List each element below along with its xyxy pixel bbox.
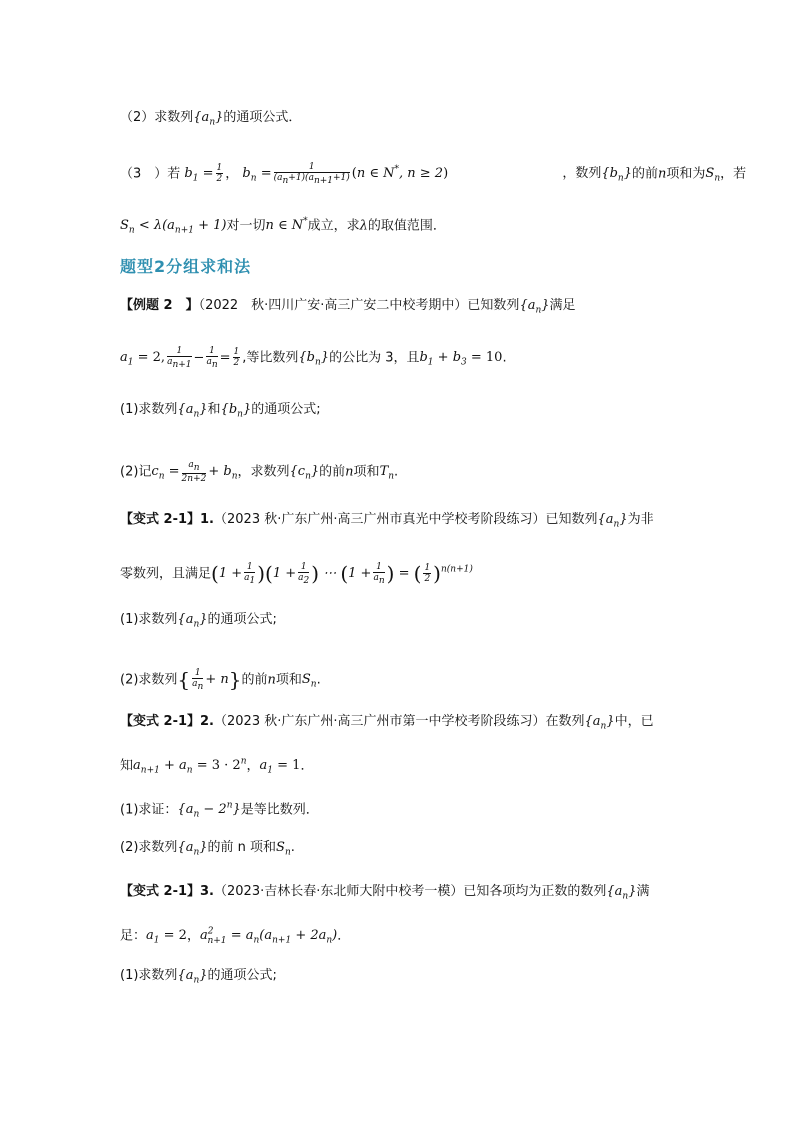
math-n: n — [345, 464, 354, 480]
math-nset: n ∈ N* — [265, 217, 308, 234]
variant3-line2: 足：$a_1 = 2$，$a^2_{n+1} = a_n(a_{n+1} + 2a_n)$． — [120, 927, 351, 946]
math-sn: $S_n$ — [276, 840, 291, 858]
frac-1-an: $\frac{1}{a_n}$ — [206, 346, 218, 370]
math-product: (1 + $\frac{1}{a_1}$ )(1 + $\frac{1}{a_2}$ ) ⋯ (1 + $\frac{1}{a_n}$ ) = ( $\frac{1}{2}$ )$^{n(n+1)}$ — [211, 561, 473, 586]
frac-bn: $\frac{1}{(a_n+1)(a_{n+1}+1)}$ — [273, 161, 350, 186]
math-seq-b: $\{b_n\}$ — [601, 166, 632, 184]
math-seq-1an-n: { $\frac{1}{a_n}$ + n} — [177, 667, 242, 692]
variant1-line2: 零数列，且满足(1 + $\frac{1}{a_1}$ )(1 + $\frac{1}{a_2}$ ) ⋯ (1 + $\frac{1}{a_n}$ ) = ( $\frac{1}{2}$ )$^{n(n+1)}$ — [120, 561, 473, 586]
variant3-header: 【变式 2-1】3.（2023·吉林长春·东北师大附中校考一模）已知各项均为正数的数列$\{a_n\}$满 — [120, 884, 650, 902]
math-cn: $c_n$ = — [151, 464, 180, 482]
math-recur3: $a^2_{n+1} = a_n(a_{n+1} + 2a_n)$ — [199, 927, 338, 946]
frac-an-2n2: $\frac{a_n}{2n+2}$ — [181, 460, 207, 484]
problem-part-2: （2）求数列$\{a_n\}$的通项公式． — [120, 110, 302, 128]
math-recur: $a_{n+1} + a_n = 3 \cdot 2^n$ — [133, 757, 247, 776]
example2-header: 【例题 2 】（2022 秋·四川广安·高三广安二中校考期中）已知数列$\{a_n\}$满足 — [120, 298, 576, 316]
section-title: 题型2分组求和法 — [120, 257, 252, 276]
math-seq-a: $\{a_n\}$ — [584, 714, 615, 732]
example2-q2: (2)记$c_n$ = $\frac{a_n}{2n+2}$ + $b_n$，求数列$\{c_n\}$的前n项和$T_n$. — [120, 460, 399, 484]
math-seq-a: $\{a_n\}$ — [193, 110, 224, 128]
frac-1-an1: $\frac{1}{a_{n+1}}$ — [167, 346, 192, 370]
variant2-q1: (1)求证：$\{a_n - 2^n\}$是等比数列． — [120, 801, 319, 820]
variant3-q1: (1)求数列$\{a_n\}$的通项公式; — [120, 968, 277, 986]
math-n: n — [658, 166, 667, 182]
variant1-header: 【变式 2-1】1.（2023 秋·广东广州·高三广州市真光中学校考阶段练习）已知数列$\{a_n\}$为非 — [120, 512, 654, 530]
math-seq-b: $\{b_n\}$ — [220, 402, 252, 420]
variant1-q2: (2)求数列{ $\frac{1}{a_n}$ + n}的前n项和$S_n$. — [120, 667, 321, 692]
math-sn: $S_n$ — [301, 672, 317, 690]
example2-line2: $a_1 = 2$, $\frac{1}{a_{n+1}}$ − $\frac{1}{a_n}$ = $\frac{1}{2}$ ,等比数列$\{b_n\}$的公比为 3，且$b_1 + b_3 = 10$. — [120, 346, 507, 370]
variant1-q1: (1)求数列$\{a_n\}$的通项公式; — [120, 612, 277, 630]
math-seq-a: $\{a_n\}$ — [606, 884, 637, 902]
math-cond: (n ∈ N*, n ≥ 2) — [351, 165, 449, 182]
variant2-q2: (2)求数列$\{a_n\}$的前 n 项和$S_n$. — [120, 840, 295, 858]
math-b1b3: $b_1 + b_3 = 10$ — [419, 350, 503, 368]
math-a1-eq2: $a_1 = 2$ — [146, 928, 187, 946]
math-seq-a: $\{a_n\}$ — [177, 402, 208, 420]
math-lambda: λ — [359, 218, 368, 234]
problem-part-3-cont: $S_n < \lambda(a_{n+1} + 1)$对一切n ∈ N*成立，求λ的取值范围． — [120, 217, 446, 236]
math-seq-a: $\{a_n\}$ — [177, 968, 208, 986]
math-seq-a: $\{a_n\}$ — [519, 298, 550, 316]
variant2-line2: 知$a_{n+1} + a_n = 3 \cdot 2^n$，$a_1 = 1$． — [120, 757, 314, 776]
math-seq-an-2n: $\{a_n - 2^n\}$ — [177, 801, 241, 820]
math-seq-b: $\{b_n\}$ — [298, 350, 330, 368]
math-tn: $T_n$ — [379, 464, 395, 482]
math-plus-bn: + $b_n$ — [208, 464, 238, 482]
math-bn: $b_n$ = — [242, 166, 272, 184]
math-a1-eq1: $a_1 = 1$ — [259, 758, 301, 776]
math-n: n — [267, 672, 276, 688]
math-seq-a: $\{a_n\}$ — [597, 512, 628, 530]
math-a1: $a_1 = 2$, — [120, 350, 166, 368]
example2-q1: (1)求数列$\{a_n\}$和$\{b_n\}$的通项公式; — [120, 402, 321, 420]
math-ineq: $S_n < \lambda(a_{n+1} + 1)$ — [120, 218, 227, 236]
math-sn: $S_n$ — [705, 166, 721, 184]
frac-half-2: $\frac{1}{2}$ — [233, 347, 240, 369]
math-seq-a: $\{a_n\}$ — [177, 612, 208, 630]
frac-half: $\frac{1}{2}$ — [216, 163, 223, 185]
math-seq-c: $\{c_n\}$ — [289, 464, 320, 482]
math-b1: $b_1$ = — [184, 166, 214, 184]
variant2-header: 【变式 2-1】2.（2023 秋·广东广州·高三广州市第一中学校考阶段练习）在数列$\{a_n\}$中，已 — [120, 714, 654, 732]
math-seq-a: $\{a_n\}$ — [177, 840, 208, 858]
problem-part-3: （3 ）若 $b_1$ = $\frac{1}{2}$ ， $b_n$ = $\frac{1}{(a_n+1)(a_{n+1}+1)}$ (n ∈ N*, n ≥ 2) ，数列$\{b_n\}$的前n项和为$S_n$，若 — [120, 161, 747, 186]
